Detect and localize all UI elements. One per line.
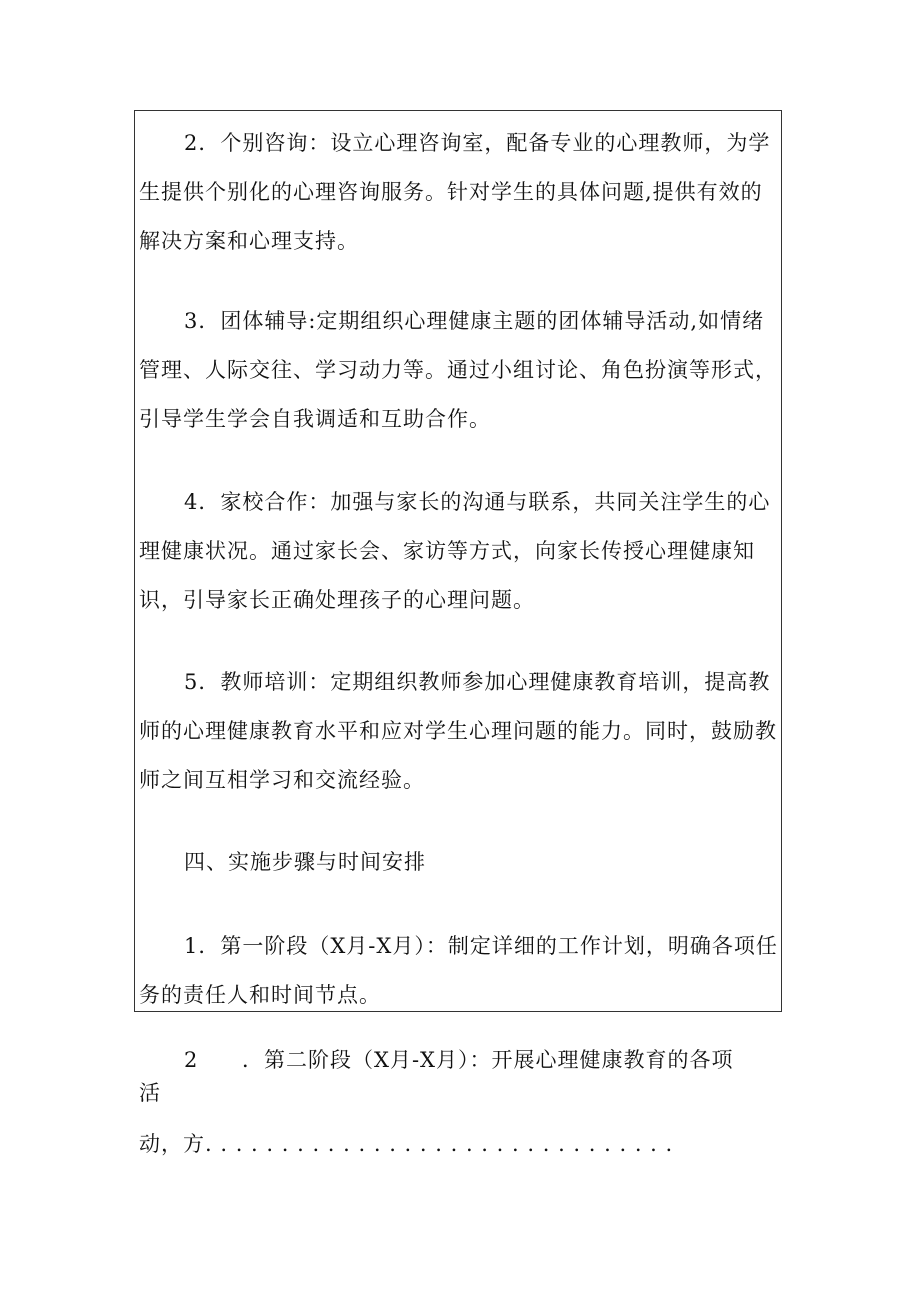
paragraph-individual-counseling: 2．个别咨询：设立心理咨询室，配备专业的心理教师，为学生提供个别化的心理咨询服务。针对学生的具体问题,提供有效的解决方案和心理支持。 (139, 131, 771, 253)
step-two-text: ．第二阶段（X月-X月）：开展心理健康教育的各项 (242, 1048, 734, 1072)
section-heading: 四、实施步骤与时间安排 (184, 850, 426, 874)
paragraph-teacher-training: 5．教师培训：定期组织教师参加心理健康教育培训，提高教师的心理健康教育水平和应对学生心理问题的能力。同时，鼓励教师之间互相学习和交流经验。 (139, 670, 777, 792)
step-two-wrap: 活 (139, 1081, 161, 1105)
step-two-continuation: 动，方. . . . . . . . . . . . . . . . . . . . . . . . . . . . . . . (139, 1132, 674, 1156)
step-one: 1．第一阶段（X月-X月）：制定详细的工作计划，明确各项任务的责任人和时间节点。 (139, 934, 778, 1007)
step-two-line (139, 1045, 779, 1075)
paragraph-group-guidance: 3．团体辅导:定期组织心理健康主题的团体辅导活动,如情绪管理、人际交往、学习动力等。通过小组讨论、角色扮演等形式，引导学生学会自我调适和互助合作。 (139, 309, 777, 431)
paragraph-home-school-cooperation: 4．家校合作：加强与家长的沟通与联系，共同关注学生的心理健康状况。通过家长会、家访等方式，向家长传授心理健康知识，引导家长正确处理孩子的心理问题。 (139, 490, 771, 612)
step-two-number: 2 (184, 1048, 199, 1072)
